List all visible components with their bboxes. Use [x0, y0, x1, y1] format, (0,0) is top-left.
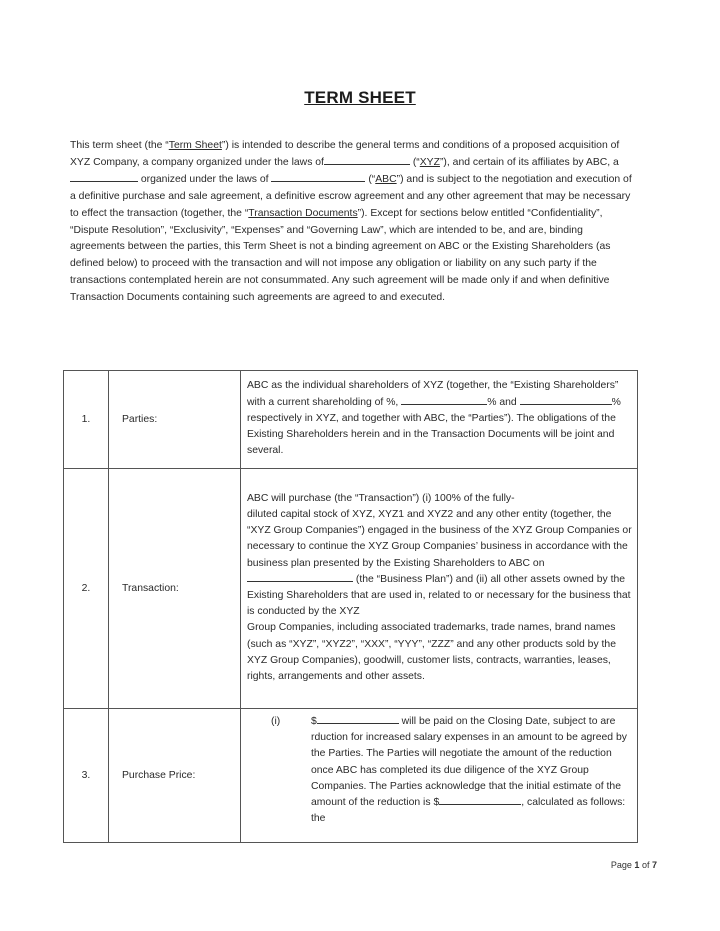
of-word: of	[641, 860, 650, 870]
row-text: diluted capital stock of XYZ, XYZ1 and XYZ2 and any other entity (together, the “XYZ Group Companies”) engaged in the business of the XYZ Group Companies or necessary to continue the XYZ Group Companies’ business in accordance with the business plan presented by the Existing Shareholders to ABC on	[247, 508, 632, 569]
blank-line	[247, 572, 353, 582]
row-content	[241, 371, 638, 469]
row-label: Parties:	[109, 371, 241, 469]
blank-line	[271, 172, 365, 182]
blank-line	[439, 795, 521, 805]
blank-line	[317, 714, 399, 724]
row-label: Transaction:	[109, 469, 241, 709]
table-row	[64, 469, 638, 709]
row-text: , calculated as follows: the	[311, 797, 626, 825]
blank-line	[520, 395, 612, 405]
row-text: (the “Business Plan”) and (ii) all other assets owned by the Existing Shareholders that are used in, related to or necessary for the business that is conducted by the XYZ	[247, 573, 631, 618]
row-text: ABC as the individual shareholders of XYZ (together, the “Existing Shareholders” with a current shareholding of %,	[247, 380, 619, 408]
intro-text: ”), and certain of its affiliates by ABC, a	[439, 156, 619, 168]
blank-line	[70, 172, 138, 182]
page-number: 1	[634, 860, 640, 870]
row-text: $	[311, 716, 317, 727]
intro-text: (“	[412, 156, 420, 168]
table-row	[64, 371, 638, 469]
abc-defined-term: ABC	[375, 173, 397, 185]
row-number: 3.	[64, 709, 109, 843]
row-content	[241, 469, 638, 709]
item-marker: (i)	[271, 716, 281, 727]
blank-line	[401, 395, 487, 405]
row-text: will be paid on the Closing Date, subject to are rduction for increased salary expenses in an amount to be agreed by the Parties. The Parties will negotiate the amount of the reduction once ABC has completed its due diligence of the XYZ Group Companies. The Parties acknowledge that the initial estimate of the amount of the reduction is $	[311, 716, 627, 809]
row-number: 1.	[64, 371, 109, 469]
row-text: % respectively in XYZ, and together with ABC, the “Parties”). The obligations of the Existing Shareholders herein and in the Transaction Documents will be joint and several.	[247, 396, 621, 457]
table-row	[64, 709, 638, 843]
row-text: % and	[487, 396, 517, 408]
intro-text: ”). Except for sections below entitled “Confidentiality”, “Dispute Resolution”, “Exclusivity”, “Expenses” and “Governing Law”, which are intended to be, and are, binding agreements between the parties, this Term Sheet is not a binding agreement on ABC or the Existing Shareholders (as defined below) to proceed with the transaction and will not impose any obligation or liability on any such party if the transactions contemplated herein are not consummated. Any such agreement will be made only if and when definitive Transaction Documents containing such agreements are agreed to and executed.	[70, 207, 611, 304]
intro-text: ”) and is subject to the negotiation and execution of a definitive purchase and sale agreement, a definitive escrow agreement and any other agreement that may be necessary to effect the transaction (together, the “	[70, 173, 632, 219]
item-body	[311, 714, 633, 827]
row-text: ABC will purchase (the “Transaction”) (i) 100% of the fully-	[247, 492, 515, 504]
row-number: 2.	[64, 469, 109, 709]
row-text: Group Companies, including associated trademarks, trade names, brand names (such as “XYZ”, “XYZ2”, “XXX”, “YYY”, “ZZZ” and any other products sold by the XYZ Group Companies), goodwill, customer lists, contracts, warranties, leases, rights, arrangements and other assets.	[247, 622, 616, 683]
page-word: Page	[610, 860, 632, 870]
page-total: 7	[651, 860, 657, 870]
page-footer	[611, 860, 657, 870]
row-label: Purchase Price:	[109, 709, 241, 843]
blank-line	[324, 155, 410, 165]
row-content	[241, 709, 638, 843]
term-sheet-defined-term: Term Sheet	[168, 140, 222, 151]
xyz-defined-term: XYZ	[419, 156, 440, 168]
terms-table	[63, 370, 638, 843]
transaction-documents-defined-term: Transaction Documents	[248, 207, 358, 219]
intro-text: (“	[368, 173, 376, 185]
intro-text: ”) is intended to describe the general terms and conditions of a proposed acquisition of XYZ Company, a company organized under the laws of	[70, 140, 620, 168]
purchase-price-item	[247, 714, 633, 827]
intro-text: This term sheet (the “	[70, 140, 169, 151]
intro-paragraph	[70, 138, 638, 307]
intro-text: organized under the laws of	[140, 173, 269, 185]
document-title: TERM SHEET	[304, 88, 416, 107]
